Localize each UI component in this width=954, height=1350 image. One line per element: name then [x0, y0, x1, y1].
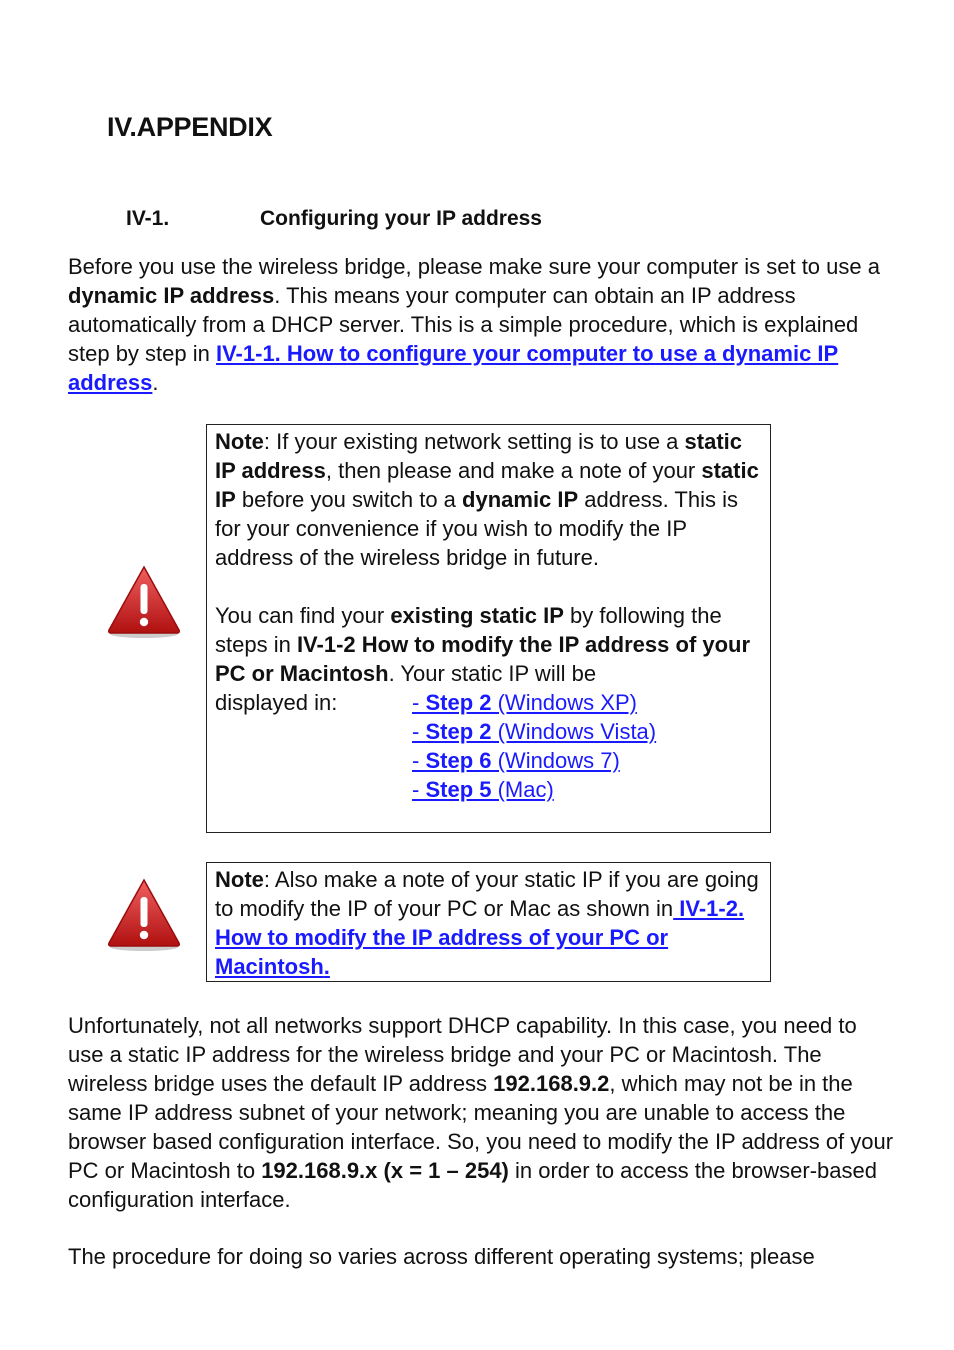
- displayed-in-label: displayed in:: [215, 690, 338, 715]
- note1-paragraph-2: [215, 601, 762, 688]
- steps-row: [215, 688, 762, 804]
- step-item: [412, 688, 656, 717]
- note2-paragraph: [215, 865, 762, 981]
- link-configure-dynamic-ip[interactable]: IV-1-1. How to configure your computer to use a dynamic IP address: [68, 341, 839, 395]
- note1-text: : If your existing network setting is to use a: [263, 429, 685, 454]
- step-link-windows-7[interactable]: - Step 6 (Windows 7): [412, 748, 620, 773]
- intro-text-3: .: [152, 370, 159, 395]
- note1-bold-1: static IP address: [215, 429, 743, 483]
- intro-text: Before you use the wireless bridge, please make sure your computer is set to use a: [68, 254, 880, 279]
- note1-p2-bold: existing static IP: [390, 603, 564, 628]
- note1-p2-text-2: by following the steps in: [215, 603, 722, 657]
- step-link-mac[interactable]: - Step 5 (Mac): [412, 777, 554, 802]
- chapter-title: APPENDIX: [136, 112, 273, 142]
- note1-p2-text: You can find your: [215, 603, 391, 628]
- intro-paragraph: [68, 252, 898, 397]
- default-ip: 192.168.9.2: [493, 1071, 610, 1096]
- note1-text-3: before you switch to a: [235, 487, 463, 512]
- note1-p2-bold-2: IV-1-2 How to modify the IP address of your PC or Macintosh: [215, 632, 751, 686]
- body-text-3: in order to access the browser-based configuration interface.: [68, 1158, 877, 1212]
- note1-text-4: address. This is for your convenience if you wish to modify the IP address of the wireless bridge in future.: [215, 487, 738, 570]
- section-heading: [126, 207, 542, 231]
- procedure-paragraph: The procedure for doing so varies across different operating systems; please: [68, 1244, 815, 1269]
- body-text-2: , which may not be in the same IP address subnet of your network; meaning you are unable to access the browser based configuration interface. So, you need to modify the IP address of your PC or Macintosh to: [68, 1071, 894, 1183]
- intro-bold: dynamic IP address: [68, 283, 275, 308]
- steps-list: [412, 688, 656, 804]
- step-link-windows-vista[interactable]: - Step 2 (Windows Vista): [412, 719, 657, 744]
- link-modify-ip-address[interactable]: IV-1-2. How to modify the IP address of your PC or Macintosh: [215, 896, 745, 979]
- warning-icon: [106, 564, 182, 640]
- step-item: [412, 775, 656, 804]
- dhcp-paragraph: [68, 1011, 898, 1214]
- note1-p2-text-3: . Your static IP will be: [388, 661, 597, 686]
- note-label: Note: [215, 429, 264, 454]
- chapter-heading: [107, 112, 272, 143]
- note1-bold-3: dynamic IP: [462, 487, 579, 512]
- note-box-static-ip: [206, 424, 771, 833]
- note1-paragraph: [215, 427, 762, 572]
- section-number: IV-1.: [126, 207, 170, 230]
- link-period[interactable]: .: [323, 954, 330, 979]
- note-label: Note: [215, 867, 264, 892]
- step-link-windows-xp[interactable]: - Step 2 (Windows XP): [412, 690, 637, 715]
- intro-text-2: . This means your computer can obtain an IP address automatically from a DHCP server. This is a simple procedure, which is explained step by step in: [68, 283, 859, 366]
- body-text: Unfortunately, not all networks support DHCP capability. In this case, you need to use a static IP address for the wireless bridge and your PC or Macintosh. The wireless bridge uses the default IP address: [68, 1013, 857, 1096]
- note1-bold-2: static IP: [215, 458, 759, 512]
- warning-icon: [106, 877, 182, 953]
- note2-text: : Also make a note of your static IP if you are going to modify the IP of your PC or Mac as shown in: [215, 867, 759, 921]
- step-item: [412, 746, 656, 775]
- chapter-number: IV.: [107, 112, 137, 142]
- section-title: Configuring your IP address: [260, 207, 542, 230]
- step-item: [412, 717, 656, 746]
- note1-text-2: , then please and make a note of your: [325, 458, 702, 483]
- ip-range: 192.168.9.x (x = 1 – 254): [261, 1158, 509, 1183]
- note-box-modify-ip: [206, 862, 771, 982]
